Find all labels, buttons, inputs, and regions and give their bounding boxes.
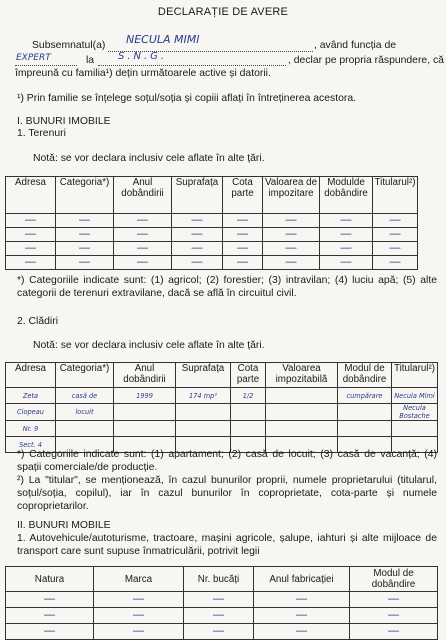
table-row	[6, 608, 438, 624]
table-cell: —	[114, 256, 172, 270]
land-col-address: Adresa	[6, 177, 56, 214]
table-cell: —	[320, 228, 373, 242]
bld-col-area: Suprafața	[176, 363, 231, 388]
section1-heading: I. BUNURI IMOBILE	[17, 116, 111, 127]
table-row	[6, 256, 418, 270]
table-cell: —	[114, 228, 172, 242]
table-cell: —	[56, 242, 114, 256]
table-cell: —	[6, 608, 94, 624]
table-cell	[114, 404, 176, 421]
table-cell: —	[94, 608, 184, 624]
table-cell: —	[114, 242, 172, 256]
buildings-note: Notă: se vor declara inclusiv cele aflate în alte țări.	[33, 340, 265, 351]
land-table-header	[6, 177, 418, 214]
table-cell: —	[254, 592, 350, 608]
veh-col-type: Natura	[6, 567, 94, 592]
table-cell: —	[373, 228, 418, 242]
table-cell: —	[223, 242, 263, 256]
table-cell: —	[184, 608, 254, 624]
land-col-owner: Titularul²)	[373, 177, 418, 214]
land-col-category: Categoria*)	[56, 177, 114, 214]
table-cell: —	[320, 256, 373, 270]
table-cell: —	[350, 608, 438, 624]
table-row	[6, 421, 438, 437]
name-handwritten: NECULA MIMI	[126, 33, 200, 46]
table-cell: —	[6, 214, 56, 228]
table-cell: —	[6, 228, 56, 242]
table-cell: 174 mp²	[176, 388, 231, 404]
veh-col-year: Anul fabricației	[254, 567, 350, 592]
land-col-year: Anul dobândirii	[114, 177, 172, 214]
land-note: Notă: se vor declara inclusiv cele aflate în alte țări.	[33, 153, 265, 164]
section1-sub1: 1. Terenuri	[17, 128, 66, 139]
table-cell: —	[172, 228, 223, 242]
function-dotted-line	[15, 65, 77, 66]
table-cell: 1/2	[231, 388, 266, 404]
table-cell	[231, 421, 266, 437]
table-cell: —	[94, 592, 184, 608]
table-cell: —	[56, 214, 114, 228]
land-col-share: Cota parte	[223, 177, 263, 214]
table-cell: —	[223, 256, 263, 270]
document-title: DECLARAȚIE DE AVERE	[157, 6, 289, 18]
table-row	[6, 624, 438, 640]
table-row	[6, 228, 418, 242]
table-cell: —	[373, 214, 418, 228]
bld-col-address: Adresa	[6, 363, 56, 388]
table-cell: —	[254, 624, 350, 640]
table-cell	[266, 421, 338, 437]
bld-col-mode: Modul de dobândire	[338, 363, 392, 388]
table-cell: —	[114, 214, 172, 228]
declar-text: , declar pe propria răspundere, că	[288, 55, 444, 66]
institution-dotted-line	[98, 65, 286, 66]
table-cell: —	[184, 624, 254, 640]
section2-sub1: 1. Autovehicule/autoturisme, tractoare, mașini agricole, șalupe, iahturi și alte mijloace de transport care sunt supuse înmatriculării, potrivit legii	[17, 533, 437, 557]
table-cell: —	[373, 256, 418, 270]
institution-handwritten: S.N.G.	[118, 51, 168, 62]
table-cell	[338, 404, 392, 421]
table-cell: Nr. 9	[6, 421, 56, 437]
footnote-family: ¹) Prin familie se înțelege soțul/soția și copiii aflați în întreținerea acestora.	[17, 93, 357, 104]
table-cell: casă de	[56, 388, 114, 404]
table-cell: —	[172, 242, 223, 256]
table-cell: Ciopeau	[6, 404, 56, 421]
table-cell: —	[223, 228, 263, 242]
function-handwritten: EXPERT	[16, 53, 51, 63]
table-cell: —	[172, 256, 223, 270]
table-cell: cumpărare	[338, 388, 392, 404]
table-cell: 1999	[114, 388, 176, 404]
section1-sub2: 2. Clădiri	[17, 316, 58, 327]
table-cell: —	[172, 214, 223, 228]
table-cell	[114, 421, 176, 437]
table-cell: —	[6, 256, 56, 270]
bld-col-category: Categoria*)	[56, 363, 114, 388]
intro-line3: împreună cu familia¹) dețin următoarele active și datorii.	[15, 68, 271, 79]
table-row	[6, 592, 438, 608]
table-row	[6, 214, 418, 228]
table-cell: —	[184, 592, 254, 608]
table-cell: —	[223, 214, 263, 228]
table-cell	[56, 421, 114, 437]
table-cell	[392, 421, 438, 437]
table-cell: Necula Bostache	[392, 404, 438, 421]
vehicles-table-header	[6, 567, 438, 592]
table-row	[6, 242, 418, 256]
buildings-table-header	[6, 363, 438, 388]
table-cell: —	[6, 242, 56, 256]
table-cell	[266, 388, 338, 404]
land-col-value: Valoarea de impozitare	[263, 177, 320, 214]
table-cell: —	[263, 242, 320, 256]
table-cell: —	[263, 228, 320, 242]
table-cell: Zeta	[6, 388, 56, 404]
table-cell	[176, 404, 231, 421]
land-col-mode: Modulde dobândire	[320, 177, 373, 214]
buildings-table	[5, 362, 438, 453]
table-row	[6, 388, 438, 404]
table-cell: —	[56, 256, 114, 270]
table-cell: —	[56, 228, 114, 242]
table-cell: locuit	[56, 404, 114, 421]
veh-col-count: Nr. bucăți	[184, 567, 254, 592]
veh-col-brand: Marca	[94, 567, 184, 592]
table-cell: Sect. 4	[6, 437, 56, 453]
land-table	[5, 176, 418, 270]
bld-col-year: Anul dobândirii	[114, 363, 176, 388]
table-cell: —	[263, 256, 320, 270]
table-cell: —	[94, 624, 184, 640]
buildings-categories-note: *) Categoriile indicate sunt: (1) apartament; (2) casă de locuit; (3) casă de vacanță; (4) spații comerciale/de producție.	[17, 449, 437, 473]
la-label: la	[86, 55, 95, 66]
table-cell: —	[6, 624, 94, 640]
table-cell: —	[320, 242, 373, 256]
table-row	[6, 404, 438, 421]
table-cell	[266, 404, 338, 421]
titular-note: ²) La "titular", se menționează, în cazul bunurilor proprii, numele proprietarului (titularul, soțul/soția, copilul), iar în cazul bunurilor în coproprietate, cota-parte și numele coproprietarilor.	[17, 475, 437, 512]
table-cell: —	[373, 242, 418, 256]
vehicles-table	[5, 566, 438, 640]
veh-col-mode: Modul de dobândire	[350, 567, 438, 592]
table-cell: —	[320, 214, 373, 228]
table-cell	[176, 421, 231, 437]
land-categories-note: *) Categoriile indicate sunt: (1) agricol; (2) forestier; (3) intravilan; (4) luciu apă; (5) alte categorii de terenuri extravilane, dacă se află în circuitul civil.	[17, 275, 437, 299]
table-cell: —	[254, 608, 350, 624]
bld-col-value: Valoarea impozitabilă	[266, 363, 338, 388]
section2-heading: II. BUNURI MOBILE	[17, 520, 111, 531]
table-cell: Necula Mimi	[392, 388, 438, 404]
table-cell: —	[350, 624, 438, 640]
land-col-area: Suprafața	[172, 177, 223, 214]
subsemnatul-label: Subsemnatul(a)	[32, 40, 106, 51]
table-cell	[338, 421, 392, 437]
table-cell	[231, 404, 266, 421]
table-cell: —	[6, 592, 94, 608]
bld-col-owner: Titularul²)	[392, 363, 438, 388]
table-cell: —	[350, 592, 438, 608]
bld-col-share: Cota parte	[231, 363, 266, 388]
table-cell: —	[263, 214, 320, 228]
function-label: , având funcția de	[314, 40, 397, 51]
